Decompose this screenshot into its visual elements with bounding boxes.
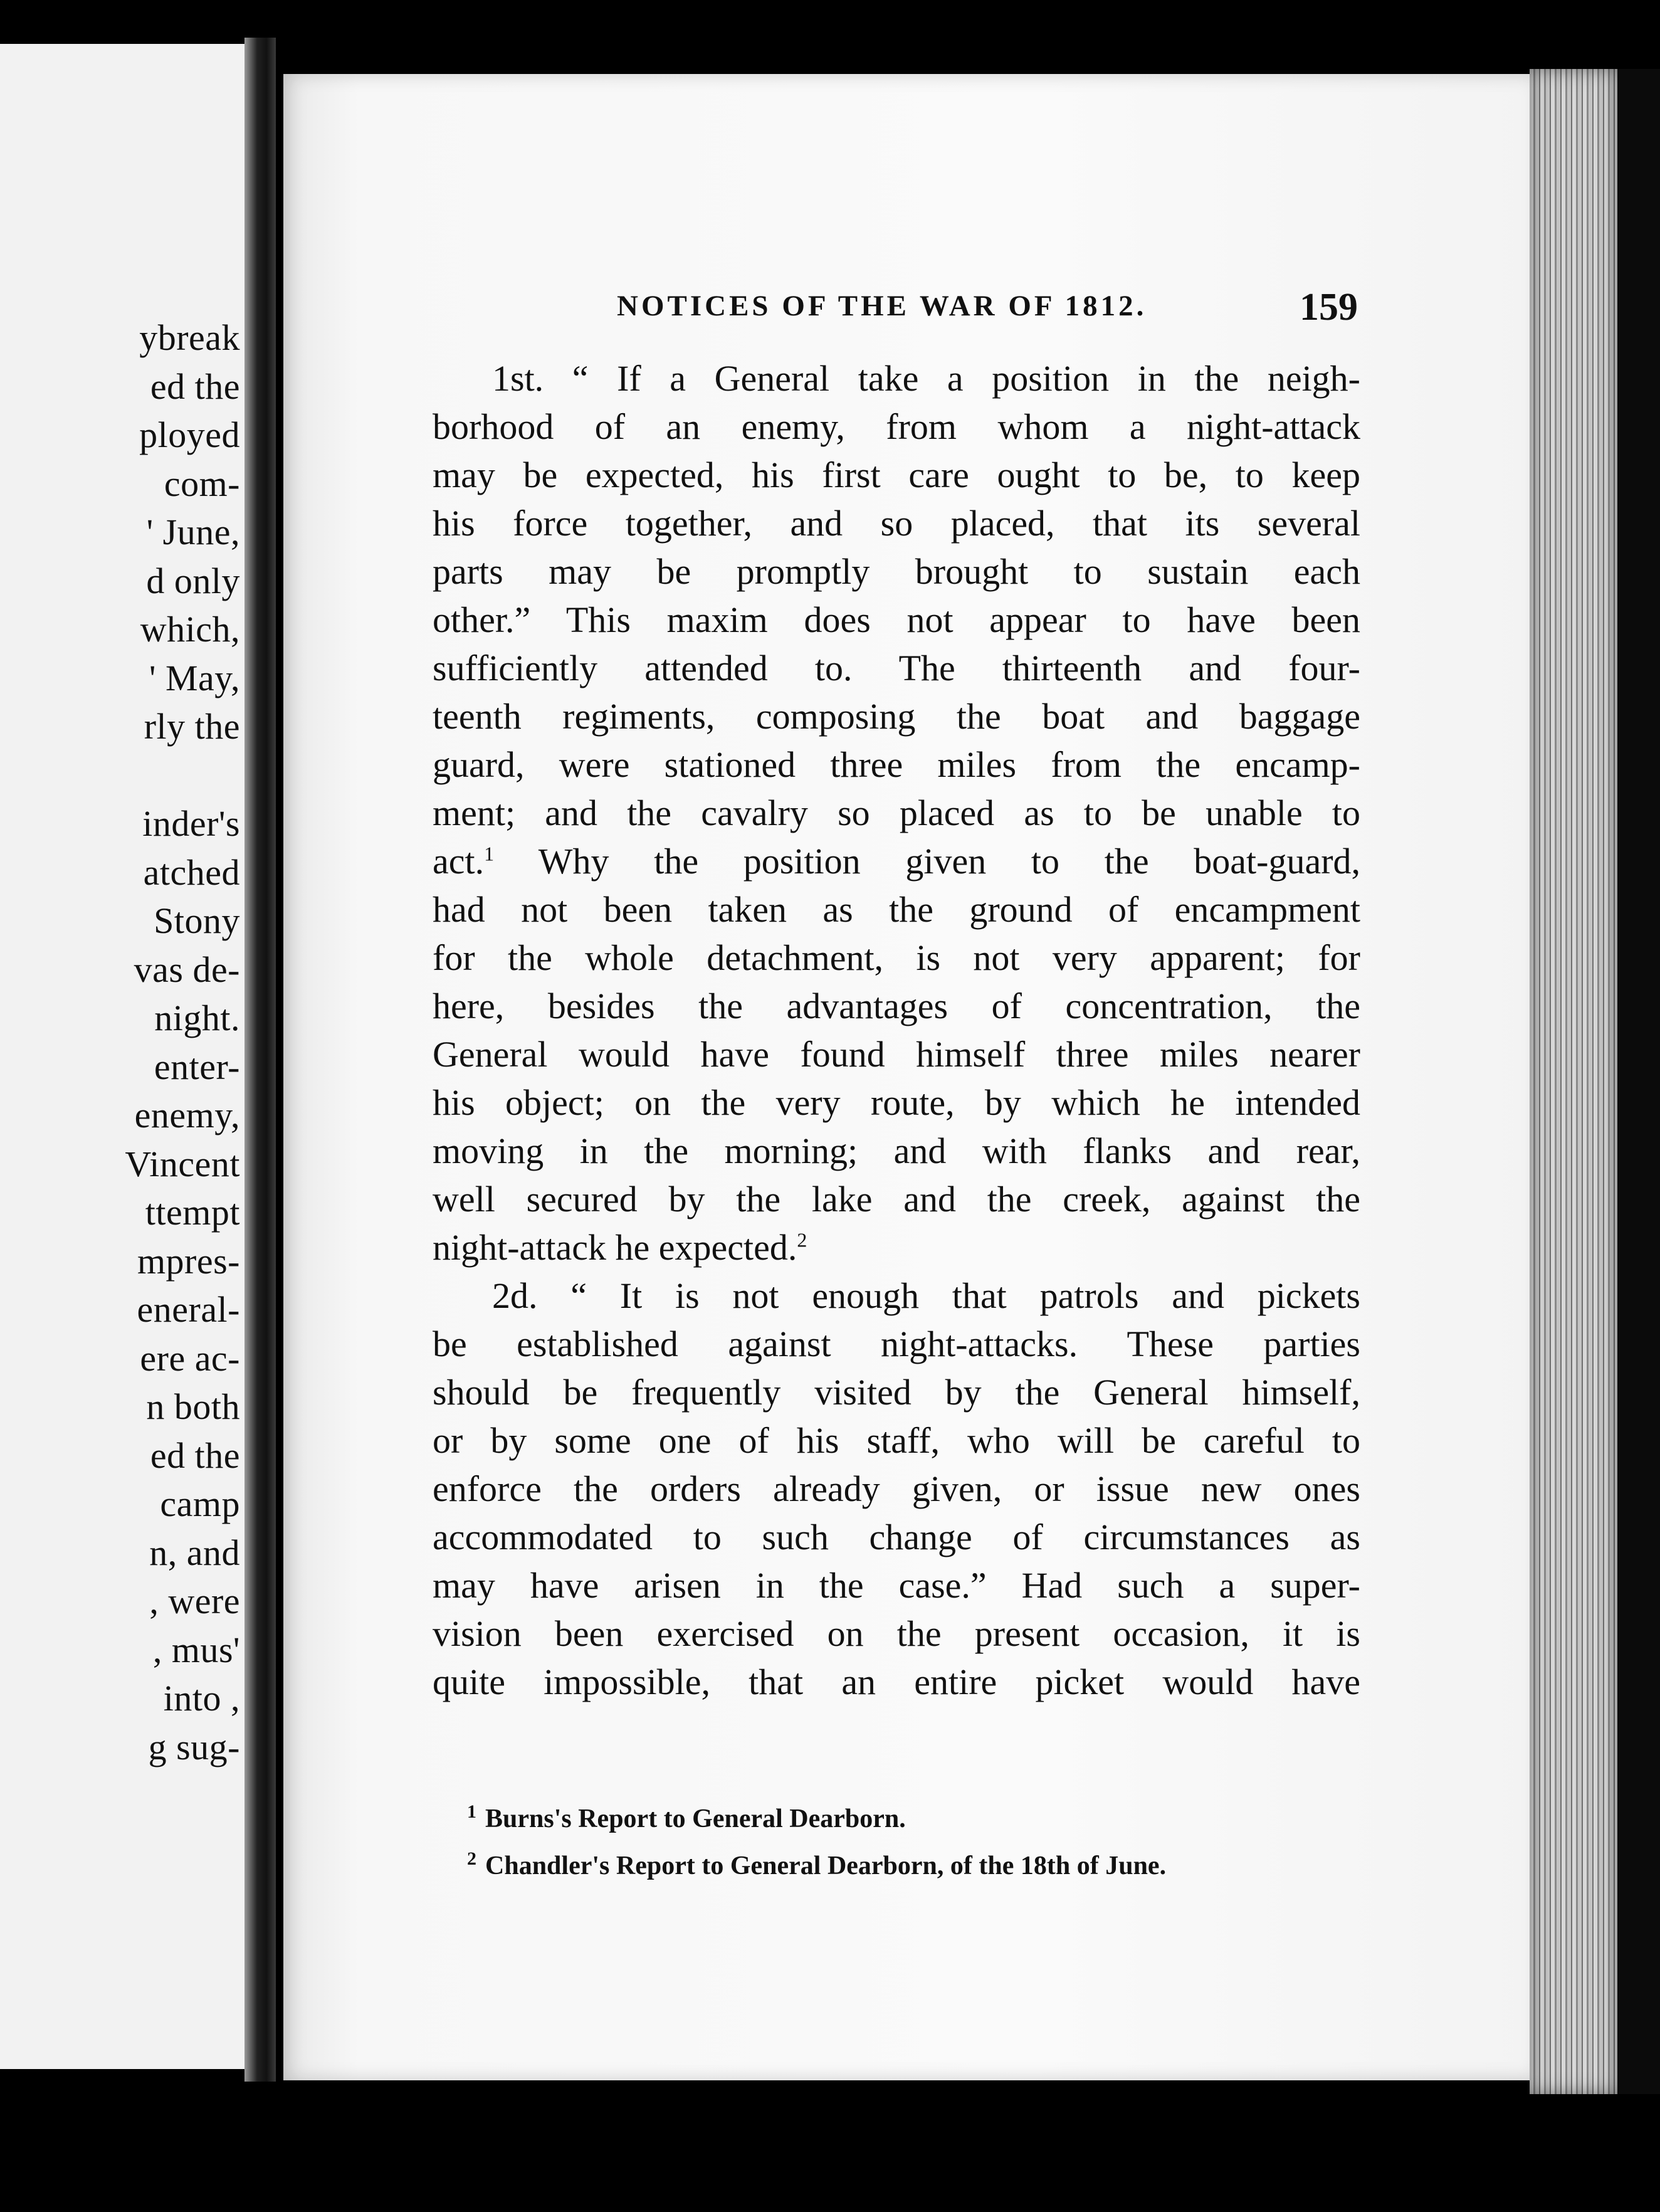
left-page-line: night. <box>154 998 240 1038</box>
left-page-line: atched <box>143 851 240 893</box>
text-line: should be frequently visited by the General himself, <box>433 1372 1360 1413</box>
running-title: NOTICES OF THE WAR OF 1812. <box>617 290 1147 322</box>
left-page-line: vas de- <box>134 949 240 990</box>
left-page-line: ' May, <box>149 657 240 698</box>
left-page-line: ere ac- <box>140 1337 240 1379</box>
text-segment: Why the position given to the boat-guard, <box>538 841 1361 882</box>
text-line: other.” This maxim does not appear to have been <box>433 599 1360 640</box>
left-page-line: ybreak <box>139 317 240 358</box>
text-line: enforce the orders already given, or issue new ones <box>433 1468 1360 1509</box>
text-line: for the whole detachment, is not very apparent; for <box>433 937 1360 978</box>
left-page-line: ttempt <box>145 1192 240 1233</box>
text-line: ment; and the cavalry so placed as to be unable to <box>433 793 1360 833</box>
left-page-line: rly the <box>144 706 240 747</box>
text-line: guard, were stationed three miles from the encamp- <box>433 744 1360 785</box>
left-page-line: , mus' <box>152 1629 240 1670</box>
text-line: 2d. “ It is not enough that patrols and pickets <box>492 1275 1360 1316</box>
text-line: be established against night-attacks. These parties <box>433 1324 1360 1364</box>
page-number: 159 <box>1300 286 1358 329</box>
scan-background-edge <box>1617 69 1660 2094</box>
text-line: quite impossible, that an entire picket would have <box>433 1662 1360 1702</box>
page-edges <box>1530 69 1617 2094</box>
footnote-1 <box>467 1792 1357 1839</box>
left-page-line: ed the <box>150 366 240 407</box>
page-header <box>617 285 1358 335</box>
text-line: moving in the morning; and with flanks and rear, <box>433 1130 1360 1171</box>
text-line: parts may be promptly brought to sustain each <box>433 551 1360 592</box>
footnote-text: Burns's Report to General Dearborn. <box>485 1804 906 1833</box>
left-page-line: ployed <box>139 414 240 455</box>
left-page-line: g sug- <box>148 1726 240 1767</box>
text-line: his force together, and so placed, that its several <box>433 503 1360 544</box>
text-line: teenth regiments, composing the boat and baggage <box>433 696 1360 737</box>
left-page-line: n both <box>146 1386 240 1427</box>
text-line: 1st. “ If a General take a position in the neigh- <box>492 358 1360 399</box>
left-page-line: d only <box>146 560 240 601</box>
footnote-marker: 2 <box>467 1848 476 1869</box>
left-page-line: Vincent <box>125 1143 240 1184</box>
left-page-line: enter- <box>154 1046 240 1087</box>
left-page-line: eneral- <box>137 1289 240 1330</box>
left-page-line: camp <box>160 1483 240 1524</box>
left-page-line: , were <box>149 1581 240 1621</box>
left-facing-page <box>0 44 254 2069</box>
footnote-ref-1: 1 <box>484 842 495 865</box>
text-line: his object; on the very route, by which he intended <box>433 1082 1360 1123</box>
text-line: or by some one of his staff, who will be careful to <box>433 1420 1360 1461</box>
footnote-2 <box>467 1839 1357 1886</box>
left-page-line: enemy, <box>134 1095 240 1135</box>
left-page-line: com- <box>164 463 240 504</box>
body-text <box>433 354 1360 1706</box>
footnote-marker: 1 <box>467 1801 476 1822</box>
text-segment: act. <box>433 841 485 882</box>
text-line: well secured by the lake and the creek, against the <box>433 1179 1360 1219</box>
footnote-ref-2: 2 <box>797 1228 807 1251</box>
book-gutter <box>244 38 276 2082</box>
left-page-line: n, and <box>149 1532 240 1573</box>
footnotes <box>467 1792 1357 1886</box>
left-page-line: which, <box>140 609 240 650</box>
text-line: sufficiently attended to. The thirteenth and four- <box>433 648 1360 688</box>
text-line: here, besides the advantages of concentration, the <box>433 986 1360 1026</box>
left-page-line: ' June, <box>146 512 240 552</box>
left-page-line: mpres- <box>137 1240 240 1282</box>
footnote-text: Chandler's Report to General Dearborn, of the 18th of June. <box>485 1851 1167 1880</box>
text-line: accommodated to such change of circumstances as <box>433 1517 1360 1557</box>
text-line: may be expected, his first care ought to be, to keep <box>433 455 1360 495</box>
text-line-with-footnote-ref <box>433 837 1360 885</box>
left-page-line: inder's <box>142 803 240 844</box>
text-line: had not been taken as the ground of encampment <box>433 889 1360 930</box>
text-segment: night-attack he expected. <box>433 1227 797 1268</box>
left-page-line: Stony <box>154 900 240 941</box>
text-line-with-footnote-ref <box>433 1223 1360 1272</box>
left-page-line: ed the <box>150 1435 240 1476</box>
text-line: borhood of an enemy, from whom a night-attack <box>433 406 1360 447</box>
text-line: General would have found himself three miles nearer <box>433 1034 1360 1075</box>
text-line: may have arisen in the case.” Had such a super- <box>433 1565 1360 1606</box>
left-page-line: into , <box>163 1678 240 1719</box>
text-line: vision been exercised on the present occasion, it is <box>433 1613 1360 1654</box>
